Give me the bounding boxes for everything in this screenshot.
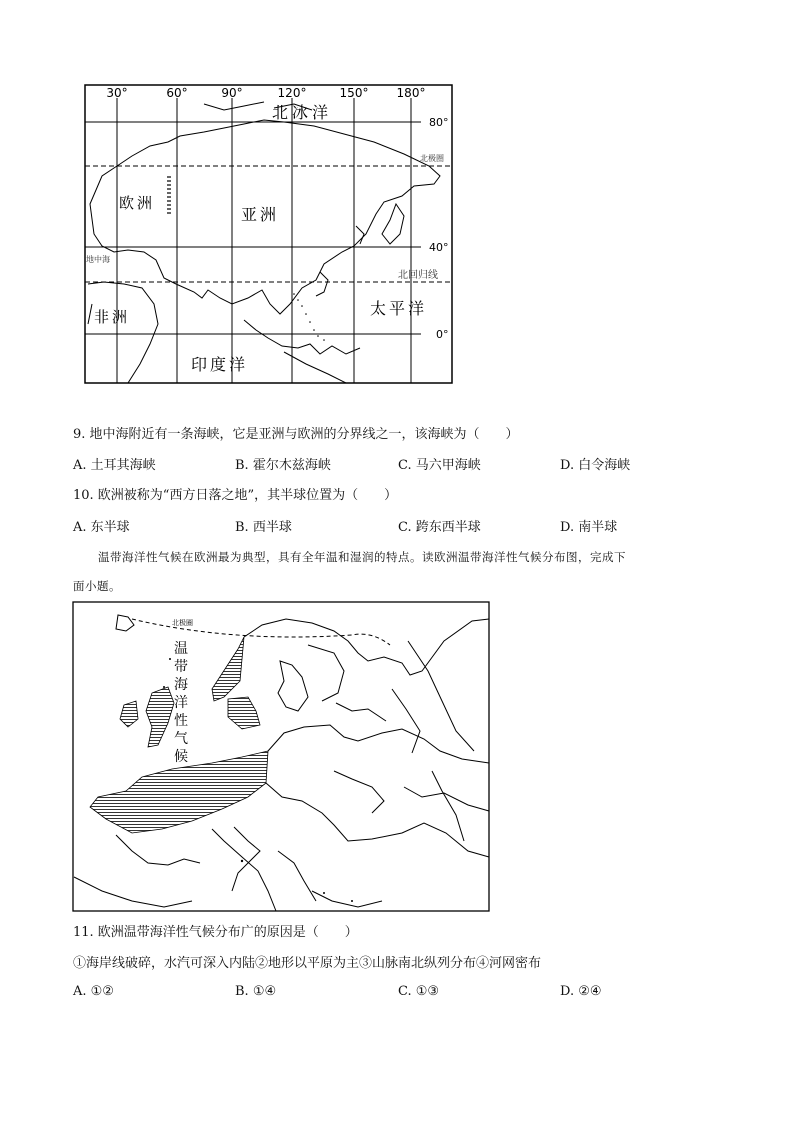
lon-label-60: 60° — [166, 86, 188, 100]
q10-option-b[interactable]: B. 西半球 — [235, 520, 292, 535]
q10-option-d[interactable]: D. 南半球 — [560, 520, 618, 535]
question-11-stem: 11. 欧洲温带海洋性气候分布广的原因是（ ） — [73, 925, 358, 940]
climate-label: 温 带 海 洋 性 气 候 — [174, 641, 188, 765]
q9-option-b[interactable]: B. 霍尔木兹海峡 — [235, 458, 331, 473]
arctic-circle-label: 北极圈 — [420, 154, 444, 163]
passage-line-1: 温带海洋性气候在欧洲最为典型，具有全年温和湿润的特点。读欧洲温带海洋性气候分布图，完成下 — [98, 550, 626, 564]
lat-label-80: 80° — [429, 116, 449, 129]
q9-option-c[interactable]: C. 马六甲海峡 — [398, 458, 481, 473]
passage-line-2: 面小题。 — [73, 579, 121, 593]
q11-option-a[interactable]: A. ①② — [73, 984, 114, 999]
pacific-label: 太平洋 — [370, 299, 428, 318]
lat-label-0: 0° — [436, 328, 449, 341]
lon-label-150: 150° — [339, 86, 369, 100]
q11-option-c[interactable]: C. ①③ — [398, 984, 440, 999]
tropic-cancer-label: 北回归线 — [398, 270, 438, 281]
mediterranean-label: 地中海 — [86, 255, 110, 264]
q9-option-d[interactable]: D. 白令海峡 — [560, 458, 631, 473]
europe-climate-map — [72, 601, 491, 913]
asia-label: 亚洲 — [241, 205, 280, 224]
lon-label-30: 30° — [106, 86, 128, 100]
lon-label-120: 120° — [277, 86, 307, 100]
arctic-circle-label: 北极圈 — [172, 619, 193, 627]
q10-option-c[interactable]: C. 跨东西半球 — [398, 520, 481, 535]
africa-label: 非洲 — [94, 308, 131, 326]
q9-option-a[interactable]: A. 土耳其海峡 — [73, 458, 156, 473]
q11-option-b[interactable]: B. ①④ — [235, 984, 277, 999]
europe-label: 欧洲 — [119, 194, 156, 212]
arctic-ocean-label: 北冰洋 — [272, 103, 333, 122]
asia-map — [84, 84, 454, 386]
lon-label-180: 180° — [396, 86, 426, 100]
question-9-stem: 9. 地中海附近有一条海峡，它是亚洲与欧洲的分界线之一，该海峡为（ ） — [73, 427, 519, 442]
map-frame — [73, 602, 489, 911]
q11-statements: ①海岸线破碎，水汽可深入内陆②地形以平原为主③山脉南北纵列分布④河网密布 — [73, 956, 542, 971]
q10-option-a[interactable]: A. 东半球 — [73, 520, 130, 535]
indian-ocean-label: 印度洋 — [191, 355, 249, 374]
question-10-stem: 10. 欧洲被称为“西方日落之地”，其半球位置为（ ） — [73, 488, 398, 503]
q11-option-d[interactable]: D. ②④ — [560, 984, 602, 999]
lat-label-40: 40° — [429, 241, 449, 254]
lon-label-90: 90° — [221, 86, 243, 100]
